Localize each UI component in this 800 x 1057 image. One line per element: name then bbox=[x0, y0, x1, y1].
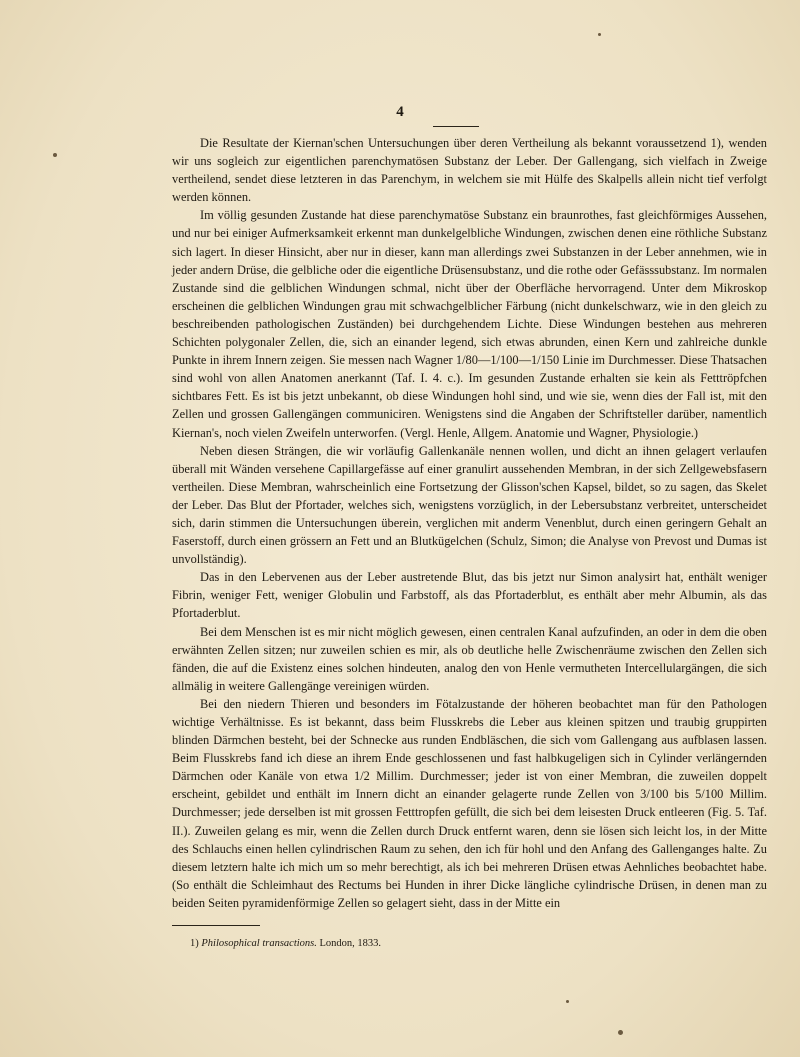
footnote-marker: 1) bbox=[190, 938, 199, 949]
paragraph: Das in den Lebervenen aus der Leber austretende Blut, das bis jetzt nur Simon analysirt hat, enthält weniger Fibrin, weniger Fett, weniger Globulin und Farbstoff, als das Pfortaderblut, es enthält aber mehr Albumin, als das Pfortaderblut. bbox=[172, 570, 767, 621]
paper-speck bbox=[566, 1000, 569, 1003]
paragraph: Die Resultate der Kiernan'schen Untersuchungen über deren Vertheilung als bekannt voraussetzend 1), wenden wir uns sogleich zur eigentlichen parenchymatösen Substanz der Leber. Der Gallengang, sich vielfach in Zweige vertheilend, sendet diese letzteren in das Parenchym, in welchem sie mit Hülfe des Skalpells allein nicht tief verfolgt werden können. bbox=[172, 136, 767, 205]
footnote bbox=[190, 937, 690, 951]
footnote-rest: London, 1833. bbox=[319, 938, 382, 949]
page-number-rule bbox=[433, 126, 479, 127]
paragraph: Neben diesen Strängen, die wir vorläufig Gallenkanäle nennen wollen, und dicht an ihnen gelagert verlaufen überall mit Wänden versehene Capillargefässe auf einer granulirt aussehenden Membran, in der sich Zellgewebsfasern vertheilen. Diese Membran, wahrscheinlich eine Fortsetzung der Glisson'schen Kapsel, bildet, so zu sagen, das Skelet der Leber. Das Blut der Pfortader, welches sich, wenigstens vorzüglich, in der Lebersubstanz verbreitet, unterscheidet sich, darin stimmen die Untersuchungen überein, verglichen mit anderm Venenblut, durch einen geringern Gehalt an Faserstoff, durch einen grössern an Fett und an Blutkügelchen (Schulz, Simon; die Analyse von Prevost und Dumas ist unvollständig). bbox=[172, 443, 767, 567]
paper-speck bbox=[598, 33, 601, 36]
paragraph: Bei dem Menschen ist es mir nicht möglich gewesen, einen centralen Kanal aufzufinden, an oder in dem die oben erwähnten Zellen sitzen; nur zuweilen schien es mir, als ob deutliche helle Zwischenräume zwischen den Zellen sich fänden, die auf die Existenz eines solchen hindeuten, analog den von Henle vermutheten Intercellulargängen, die sich allmälig in weitere Gallengänge vereinigen würden. bbox=[172, 624, 767, 693]
paragraph: Im völlig gesunden Zustande hat diese parenchymatöse Substanz ein braunrothes, fast gleichförmiges Aussehen, und nur bei einiger Aufmerksamkeit erkennt man dunkelgelbliche Windungen, zwischen denen eine röthliche Substanz sich lagert. In dieser Hinsicht, aber nur in dieser, kann man allerdings zwei Substanzen in der Leber annehmen, wie in jeder andern Drüse, die gelbliche oder die eigentliche Drüsensubstanz, und die rothe oder Gefässsubstanz. Im normalen Zustande sind die gelblichen Windungen schmal, nicht über der Oberfläche hervorragend. Unter dem Mikroskop erscheinen die gelblichen Windungen grau mit schwachgelblicher Färbung (nicht dunkelschwarz, wie in den gleich zu beschreibenden pathologischen Zuständen) bei durchgehendem Lichte. Diese Windungen bestehen aus mehreren Schichten polygonaler Zellen, die, sich an einander legend, sich etwas abrunden, einen Kern und zahlreiche dunkle Punkte in ihrem Innern zeigen. Sie messen nach Wagner 1/80—1/100—1/150 Linie im Durchmesser. Diese Thatsachen sind wohl von allen Anatomen anerkannt (Taf. I. 4. c.). Im gesunden Zustande erhalten sie kein als Fetttröpfchen sichtbares Fett. Es ist bis jetzt unbekannt, ob diese Windungen hohl sind, und wie sie, wenn dies der Fall ist, mit den Zellen und grossen Gallengängen communiciren. Wenigstens sind die Angaben der Schriftsteller darüber, namentlich Kiernan's, noch vielen Zweifeln unterworfen. (Vergl. Henle, Allgem. Anatomie und Wagner, Physiologie.) bbox=[172, 208, 767, 440]
paper-speck bbox=[618, 1030, 623, 1035]
footnote-title: Philosophical transactions. bbox=[201, 938, 317, 949]
paper-speck bbox=[53, 153, 57, 157]
body-text bbox=[172, 134, 767, 912]
footnote-rule bbox=[172, 925, 260, 926]
page-number: 4 bbox=[396, 104, 404, 120]
paragraph: Bei den niedern Thieren und besonders im Fötalzustande der höheren beobachtet man für den Pathologen wichtige Verhältnisse. Es ist bekannt, dass beim Flusskrebs die Leber aus kleinen spitzen und traubig gruppirten blinden Därmchen besteht, bei der Schnecke aus runden Endbläschen, die sich vom Gallengang aus aufblasen lassen. Beim Flusskrebs fand ich diese an ihrem Ende geschlossenen und fast halbkugeligen sich in Cylinder verlängernden Därmchen oder Kanäle von etwa 1/2 Millim. Durchmesser; jeder ist von einer Membran, die zuweilen doppelt erscheint, gebildet und enthält im Innern dicht an einander gelagerte runde Zellen von 3/100 bis 5/100 Millim. Durchmesser; jede derselben ist mit grossen Fetttropfen gefüllt, die sich bei dem leisesten Druck entleeren (Fig. 5. Taf. II.). Zuweilen gelang es mir, wenn die Zellen durch Druck entfernt waren, denn sie lösen sich leicht los, in der Mitte des Schlauchs einen hellen cylindrischen Raum zu sehen, den ich für hohl und den Anfang des Gallenganges halte. Zu diesem letztern halte ich mich um so mehr berechtigt, als ich bei mehreren Drüsen etwas Aehnliches beobachtet habe. (So enthält die Schleimhaut des Rectums bei Hunden in ihrer Dicke längliche cylindrische Drüsen, in denen man zu beiden Seiten pyramidenförmige Zellen so gelagert sieht, dass in der Mitte ein bbox=[172, 696, 767, 910]
